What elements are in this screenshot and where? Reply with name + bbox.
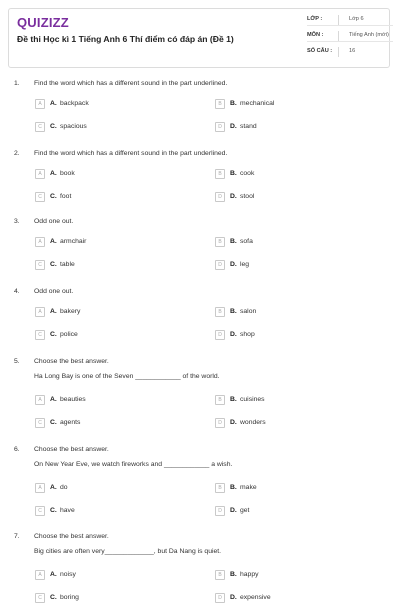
option-text: shop	[240, 331, 255, 338]
option-text: wonders	[240, 419, 266, 426]
meta-value: 16	[349, 48, 356, 54]
option-checkbox[interactable]: B	[215, 483, 225, 493]
option-text: beauties	[60, 396, 86, 403]
option-checkbox[interactable]: A	[35, 307, 45, 317]
option-checkbox[interactable]: B	[215, 570, 225, 580]
question-number: 4.	[14, 288, 20, 295]
option-checkbox[interactable]: B	[215, 307, 225, 317]
option-letter: D.	[230, 507, 237, 514]
option-text: leg	[240, 261, 250, 268]
question-prompt: Choose the best answer.	[34, 533, 109, 540]
question-prompt: Find the word which has a different sound in the part underlined.	[34, 80, 228, 87]
option-checkbox[interactable]: A	[35, 483, 45, 493]
option-checkbox[interactable]: C	[35, 593, 45, 603]
question-number: 2.	[14, 150, 20, 157]
option-letter: C.	[50, 261, 57, 268]
option-checkbox[interactable]: D	[215, 330, 225, 340]
option-checkbox[interactable]: B	[215, 99, 225, 109]
option-text: bakery	[60, 308, 81, 315]
option-checkbox[interactable]: D	[215, 192, 225, 202]
option-checkbox[interactable]: C	[35, 122, 45, 132]
option-checkbox[interactable]: C	[35, 330, 45, 340]
quizizz-logo: QUIZIZZ	[17, 15, 69, 30]
option-letter: B.	[230, 396, 237, 403]
option-checkbox[interactable]: D	[215, 418, 225, 428]
option-letter: A.	[50, 396, 57, 403]
option-checkbox[interactable]: D	[215, 506, 225, 516]
option-letter: A.	[50, 100, 57, 107]
option-checkbox[interactable]: A	[35, 237, 45, 247]
option-checkbox[interactable]: B	[215, 169, 225, 179]
option-text: agents	[60, 419, 81, 426]
option-text: stool	[240, 193, 255, 200]
option-checkbox[interactable]: C	[35, 418, 45, 428]
option-text: table	[60, 261, 75, 268]
option-text: cook	[240, 170, 255, 177]
option-letter: D.	[230, 331, 237, 338]
option-checkbox[interactable]: A	[35, 395, 45, 405]
question-number: 6.	[14, 446, 20, 453]
option-checkbox[interactable]: A	[35, 99, 45, 109]
option-letter: B.	[230, 571, 237, 578]
question-stem: On New Year Eve, we watch fireworks and ____________ a wish.	[34, 461, 233, 468]
option-text: police	[60, 331, 78, 338]
option-letter: D.	[230, 261, 237, 268]
question-prompt: Odd one out.	[34, 288, 74, 295]
option-letter: C.	[50, 331, 57, 338]
option-checkbox[interactable]: A	[35, 169, 45, 179]
option-text: sofa	[240, 238, 253, 245]
meta-underline	[307, 41, 393, 42]
question-number: 1.	[14, 80, 20, 87]
option-text: salon	[240, 308, 257, 315]
option-checkbox[interactable]: C	[35, 260, 45, 270]
option-checkbox[interactable]: C	[35, 192, 45, 202]
option-letter: A.	[50, 238, 57, 245]
meta-label: LỚP :	[307, 16, 323, 22]
option-checkbox[interactable]: C	[35, 506, 45, 516]
meta-divider	[338, 31, 339, 41]
question-prompt: Find the word which has a different sound in the part underlined.	[34, 150, 228, 157]
option-checkbox[interactable]: B	[215, 395, 225, 405]
meta-label: MÔN :	[307, 32, 324, 38]
meta-label: SỐ CÂU :	[307, 48, 333, 54]
option-letter: D.	[230, 594, 237, 601]
option-letter: A.	[50, 571, 57, 578]
option-letter: C.	[50, 193, 57, 200]
meta-divider	[338, 15, 339, 25]
option-letter: C.	[50, 507, 57, 514]
question-prompt: Odd one out.	[34, 218, 74, 225]
option-letter: B.	[230, 100, 237, 107]
option-letter: B.	[230, 238, 237, 245]
option-text: cuisines	[240, 396, 265, 403]
option-letter: B.	[230, 308, 237, 315]
meta-divider	[338, 47, 339, 57]
option-letter: C.	[50, 594, 57, 601]
option-text: expensive	[240, 594, 271, 601]
question-prompt: Choose the best answer.	[34, 358, 109, 365]
option-checkbox[interactable]: A	[35, 570, 45, 580]
meta-value: Lớp 6	[349, 16, 364, 22]
option-text: book	[60, 170, 75, 177]
option-text: backpack	[60, 100, 89, 107]
option-text: foot	[60, 193, 72, 200]
option-text: armchair	[60, 238, 87, 245]
question-stem: Big cities are often very_____________, but Da Nang is quiet.	[34, 548, 222, 555]
question-prompt: Choose the best answer.	[34, 446, 109, 453]
option-checkbox[interactable]: D	[215, 593, 225, 603]
option-letter: B.	[230, 484, 237, 491]
option-text: spacious	[60, 123, 87, 130]
option-checkbox[interactable]: D	[215, 260, 225, 270]
option-text: have	[60, 507, 75, 514]
meta-underline	[307, 25, 393, 26]
option-letter: D.	[230, 193, 237, 200]
question-number: 3.	[14, 218, 20, 225]
option-text: make	[240, 484, 257, 491]
option-letter: A.	[50, 484, 57, 491]
option-letter: D.	[230, 123, 237, 130]
option-checkbox[interactable]: D	[215, 122, 225, 132]
question-number: 7.	[14, 533, 20, 540]
question-number: 5.	[14, 358, 20, 365]
option-text: get	[240, 507, 250, 514]
option-text: mechanical	[240, 100, 275, 107]
option-letter: A.	[50, 308, 57, 315]
worksheet-header	[8, 8, 390, 68]
option-letter: A.	[50, 170, 57, 177]
option-text: boring	[60, 594, 79, 601]
option-letter: B.	[230, 170, 237, 177]
option-text: happy	[240, 571, 259, 578]
worksheet-title: Đề thi Học kì 1 Tiếng Anh 6 Thí điểm có đáp án (Đề 1)	[17, 34, 234, 44]
option-checkbox[interactable]: B	[215, 237, 225, 247]
meta-value: Tiếng Anh (mới)	[349, 32, 389, 38]
option-letter: C.	[50, 123, 57, 130]
option-letter: D.	[230, 419, 237, 426]
option-letter: C.	[50, 419, 57, 426]
option-text: do	[60, 484, 68, 491]
option-text: stand	[240, 123, 257, 130]
option-text: noisy	[60, 571, 76, 578]
question-stem: Ha Long Bay is one of the Seven ____________ of the world.	[34, 373, 220, 380]
